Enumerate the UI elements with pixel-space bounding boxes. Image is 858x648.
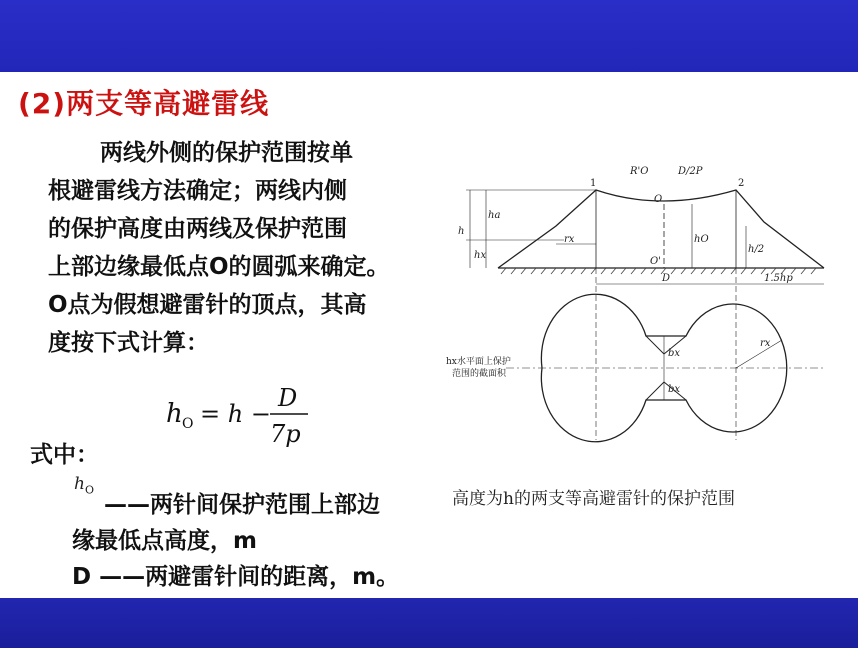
formula-lhs: h <box>166 399 183 429</box>
label-rx: rx <box>564 234 575 245</box>
ho-symbol: $h_O$ <box>74 474 94 497</box>
waist-top-left <box>646 336 664 354</box>
label-plane-2: 范围的截面积 <box>452 369 507 379</box>
label-h: h <box>458 226 465 237</box>
label-plane-1: hx水平面上保护 <box>446 357 511 367</box>
label-o-prime: O' <box>650 256 661 267</box>
d-definition: D ——两避雷针间的距离，m。 <box>72 564 400 590</box>
label-bx-top: bx <box>668 348 681 359</box>
paragraph-line-2: 根避雷线方法确定；两线内侧 <box>48 178 347 204</box>
paragraph-line-3: 的保护高度由两线及保护范围 <box>48 216 347 242</box>
paragraph-line-4: 上部边缘最低点O的圆弧来确定。 <box>48 254 390 280</box>
formula-lhs-sub: O <box>182 416 194 432</box>
rx-radius <box>736 340 782 368</box>
formula-eq: = h − <box>200 400 271 428</box>
label-ro: R'O <box>630 166 649 177</box>
label-d2p: D/2P <box>678 166 703 177</box>
formula-num: D <box>278 384 298 412</box>
formula-den: 7p <box>270 420 301 448</box>
protection-diagram <box>446 160 830 450</box>
ho-definition: ——两针间保护范围上部边 <box>104 492 380 518</box>
slide-title: (2)两支等高避雷线 <box>18 87 270 120</box>
header-band <box>0 0 858 72</box>
label-ho: hO <box>694 234 709 245</box>
paragraph-line-6: 度按下式计算： <box>48 330 209 356</box>
label-2: 2 <box>738 178 745 189</box>
label-hx: hx <box>474 250 487 261</box>
paragraph-line-5: O点为假想避雷针的顶点，其高 <box>48 292 367 318</box>
label-h2: h/2 <box>748 244 765 255</box>
label-rx-plan: rx <box>760 338 771 349</box>
footer-band <box>0 598 858 648</box>
label-d: D <box>662 273 671 284</box>
figure-caption: 高度为h的两支等高避雷针的保护范围 <box>452 489 735 509</box>
paragraph-line-1: 两线外侧的保护范围按单 <box>100 140 353 166</box>
ho-definition-cont: 缘最低点高度，m <box>72 528 257 554</box>
label-o: O <box>654 194 663 205</box>
formula <box>166 378 316 448</box>
label-1: 1 <box>590 178 597 189</box>
label-ha: ha <box>488 210 501 221</box>
label-hp: 1.5hp <box>764 273 793 284</box>
waist-bottom-left <box>646 382 664 400</box>
label-bx-bottom: bx <box>668 384 681 395</box>
where-label: 式中： <box>30 442 99 468</box>
